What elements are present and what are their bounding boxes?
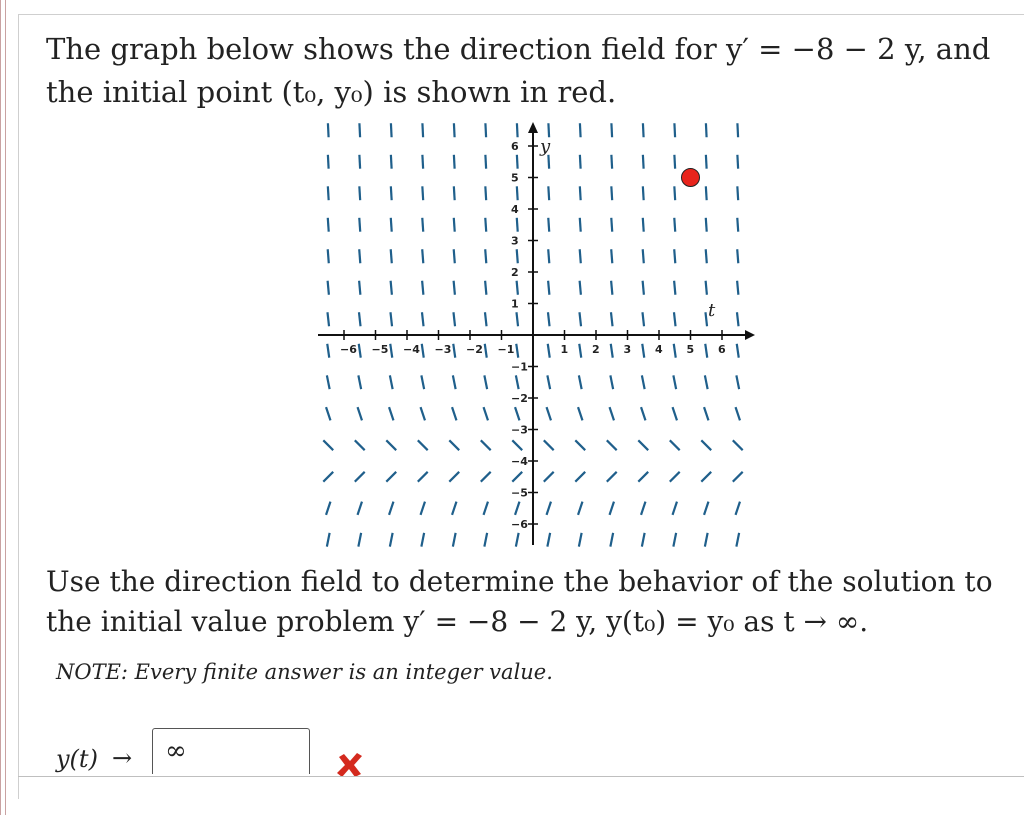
y-tick-label: 2: [511, 266, 519, 279]
field-segment: [579, 344, 581, 358]
field-segment: [737, 123, 738, 137]
field-segment: [674, 155, 675, 169]
field-segment: [421, 502, 425, 515]
field-segment: [391, 281, 392, 295]
field-segment: [517, 123, 518, 137]
field-segment: [516, 344, 518, 358]
field-segment: [391, 218, 392, 232]
field-segment: [484, 533, 487, 547]
field-segment: [359, 312, 361, 326]
field-segment: [670, 472, 680, 482]
field-segment: [390, 344, 392, 358]
field-segment: [516, 375, 519, 389]
t-tick-label: −4: [403, 343, 420, 356]
field-segment: [391, 249, 392, 263]
field-segment: [674, 218, 675, 232]
field-segment: [485, 281, 486, 295]
field-segment: [449, 472, 459, 482]
field-segment: [517, 218, 518, 232]
field-segment: [481, 472, 491, 482]
field-segment: [515, 407, 519, 420]
field-segment: [673, 407, 677, 420]
field-segment: [517, 155, 518, 169]
field-segment: [643, 186, 644, 200]
field-segment: [422, 186, 423, 200]
field-segment: [611, 281, 612, 295]
field-segment: [359, 186, 360, 200]
t-tick-label: −1: [497, 343, 515, 356]
field-segment: [422, 218, 423, 232]
field-segment: [449, 440, 459, 450]
field-segment: [328, 155, 329, 169]
field-segment: [359, 344, 361, 358]
field-segment: [358, 502, 362, 515]
y-tick-label: −3: [511, 423, 528, 437]
field-segment: [422, 344, 424, 358]
field-segment: [674, 249, 675, 263]
field-segment: [547, 502, 551, 515]
field-segment: [705, 375, 708, 389]
y-axis-label: y: [540, 136, 551, 157]
field-segment: [607, 472, 617, 482]
field-segment: [454, 123, 455, 137]
field-segment: [484, 375, 487, 389]
field-segment: [641, 502, 645, 515]
field-segment: [418, 472, 428, 482]
field-segment: [548, 344, 550, 358]
field-segment: [737, 312, 739, 326]
field-segment: [355, 472, 365, 482]
field-segment: [701, 440, 711, 450]
field-segment: [674, 123, 675, 137]
y-tick-label: −6: [511, 518, 528, 531]
t-tick-label: 3: [623, 343, 632, 356]
field-segment: [578, 502, 582, 515]
field-segment: [706, 123, 707, 137]
field-segment: [485, 312, 487, 326]
field-segment: [328, 218, 329, 232]
field-segment: [548, 281, 549, 295]
left-border: [0, 0, 6, 815]
field-segment: [673, 502, 677, 515]
t-tick-label: 6: [718, 343, 726, 356]
field-segment: [390, 375, 393, 389]
field-segment: [389, 407, 393, 420]
field-segment: [642, 344, 644, 358]
field-segment: [638, 472, 648, 482]
y-tick-label: 3: [511, 234, 519, 248]
field-segment: [579, 533, 582, 547]
field-segment: [737, 281, 738, 295]
field-segment: [580, 123, 581, 137]
field-segment: [327, 344, 329, 358]
field-segment: [328, 281, 329, 295]
field-segment: [643, 218, 644, 232]
field-segment: [454, 281, 455, 295]
field-segment: [580, 249, 581, 263]
field-segment: [391, 123, 392, 137]
y-tick-label: 1: [511, 297, 519, 311]
t-tick-label: −3: [434, 343, 452, 356]
field-segment: [737, 249, 738, 263]
field-segment: [422, 155, 423, 169]
field-segment: [547, 375, 550, 389]
field-segment: [674, 312, 676, 326]
field-segment: [485, 344, 487, 358]
field-segment: [453, 344, 455, 358]
y-tick-label: −5: [511, 486, 528, 500]
field-segment: [454, 155, 455, 169]
field-segment: [512, 472, 522, 482]
field-segment: [485, 155, 486, 169]
field-segment: [512, 440, 522, 450]
field-segment: [359, 123, 360, 137]
field-segment: [358, 375, 361, 389]
field-segment: [737, 186, 738, 200]
field-segment: [610, 533, 613, 547]
field-segment: [611, 344, 613, 358]
field-segment: [323, 440, 333, 450]
field-segment: [484, 502, 488, 515]
field-segment: [421, 375, 424, 389]
field-segment: [548, 249, 549, 263]
field-segment: [327, 375, 330, 389]
field-segment: [517, 281, 518, 295]
field-segment: [706, 249, 707, 263]
field-segment: [421, 407, 425, 420]
field-segment: [575, 440, 585, 450]
field-segment: [579, 312, 581, 326]
y-tick-label: −2: [511, 392, 528, 405]
field-segment: [422, 249, 423, 263]
field-segment: [391, 155, 392, 169]
note-text: NOTE: Every finite answer is an integer value.: [56, 660, 553, 684]
t-tick-label: 1: [560, 343, 569, 356]
y-tick-label: 5: [511, 171, 519, 185]
field-segment: [547, 533, 550, 547]
answer-label: y(t): [56, 745, 98, 773]
y-tick-label: −1: [511, 360, 528, 374]
field-segment: [579, 375, 582, 389]
field-segment: [548, 186, 549, 200]
field-segment: [515, 502, 519, 515]
answer-input[interactable]: ∞: [152, 728, 310, 774]
field-segment: [359, 155, 360, 169]
field-segment: [580, 218, 581, 232]
field-segment: [705, 533, 708, 547]
field-segment: [643, 123, 644, 137]
field-segment: [390, 533, 393, 547]
field-segment: [674, 344, 676, 358]
field-segment: [454, 186, 455, 200]
field-segment: [733, 440, 743, 450]
field-segment: [705, 344, 707, 358]
field-segment: [390, 312, 392, 326]
field-segment: [359, 281, 360, 295]
field-segment: [327, 533, 330, 547]
field-segment: [359, 218, 360, 232]
field-segment: [705, 312, 707, 326]
t-tick-label: 4: [655, 343, 663, 356]
field-segment: [517, 186, 518, 200]
field-segment: [453, 533, 456, 547]
field-segment: [452, 502, 456, 515]
field-segment: [706, 218, 707, 232]
initial-point-marker: [682, 169, 700, 187]
field-segment: [580, 155, 581, 169]
field-segment: [422, 312, 424, 326]
field-segment: [736, 375, 739, 389]
field-segment: [328, 123, 329, 137]
field-segment: [422, 123, 423, 137]
field-segment: [706, 155, 707, 169]
field-segment: [516, 533, 519, 547]
field-segment: [323, 472, 333, 482]
question-intro: The graph below shows the direction field for y′ = −8 − 2 y, and the initial point (t₀, y₀) is shown in red.: [46, 32, 991, 109]
wrong-x-icon: [336, 752, 364, 778]
field-segment: [580, 186, 581, 200]
field-segment: [643, 155, 644, 169]
field-segment: [327, 312, 329, 326]
field-segment: [642, 312, 644, 326]
field-segment: [544, 472, 554, 482]
y-axis-arrow: [528, 122, 538, 133]
field-segment: [454, 249, 455, 263]
field-segment: [548, 312, 550, 326]
field-segment: [544, 440, 554, 450]
t-tick-label: −6: [340, 343, 357, 356]
field-segment: [578, 407, 582, 420]
field-segment: [575, 472, 585, 482]
field-segment: [611, 218, 612, 232]
field-segment: [326, 502, 330, 515]
field-segment: [355, 440, 365, 450]
field-segment: [607, 440, 617, 450]
field-segment: [611, 123, 612, 137]
field-segment: [517, 249, 518, 263]
field-segment: [481, 440, 491, 450]
bottom-divider: [18, 776, 1024, 777]
field-segment: [638, 440, 648, 450]
t-tick-label: 2: [592, 343, 600, 356]
field-segment: [704, 407, 708, 420]
field-segment: [485, 186, 486, 200]
field-segment: [670, 440, 680, 450]
field-segment: [453, 312, 455, 326]
field-segment: [418, 440, 428, 450]
field-segment: [386, 472, 396, 482]
t-tick-label: −5: [371, 343, 389, 356]
t-axis-label: t: [708, 300, 716, 321]
field-segment: [642, 375, 645, 389]
field-segment: [389, 502, 393, 515]
field-segment: [642, 533, 645, 547]
field-segment: [484, 407, 488, 420]
field-segment: [704, 502, 708, 515]
field-segment: [737, 155, 738, 169]
field-segment: [736, 502, 740, 515]
direction-field-graph: [300, 120, 760, 550]
field-segment: [737, 344, 739, 358]
field-segment: [485, 123, 486, 137]
field-segment: [733, 472, 743, 482]
field-segment: [610, 407, 614, 420]
field-segment: [580, 281, 581, 295]
y-tick-label: 4: [511, 203, 519, 216]
field-segment: [611, 186, 612, 200]
field-segment: [611, 312, 613, 326]
field-segment: [328, 186, 329, 200]
field-segment: [674, 281, 675, 295]
field-segment: [611, 155, 612, 169]
field-segment: [641, 407, 645, 420]
field-segment: [328, 249, 329, 263]
t-tick-label: −2: [466, 343, 483, 356]
answer-arrow: →: [112, 744, 133, 772]
field-segment: [422, 281, 423, 295]
field-segment: [547, 407, 551, 420]
field-segment: [611, 249, 612, 263]
field-segment: [421, 533, 424, 547]
field-segment: [674, 186, 675, 200]
question-prompt: Use the direction field to determine the behavior of the solution to the initial value problem y′ = −8 − 2 y, y(t₀) = y₀ as t → ∞.: [46, 565, 993, 638]
field-segment: [706, 186, 707, 200]
field-segment: [736, 407, 740, 420]
field-segment: [485, 218, 486, 232]
field-segment: [643, 249, 644, 263]
field-segment: [359, 249, 360, 263]
field-segment: [386, 440, 396, 450]
field-segment: [516, 312, 518, 326]
field-segment: [452, 407, 456, 420]
field-segment: [673, 375, 676, 389]
t-tick-label: 5: [686, 343, 695, 356]
field-segment: [454, 218, 455, 232]
field-segment: [548, 218, 549, 232]
field-segment: [358, 533, 361, 547]
field-segment: [485, 249, 486, 263]
field-segment: [610, 375, 613, 389]
field-segment: [358, 407, 362, 420]
field-segment: [610, 502, 614, 515]
field-segment: [701, 472, 711, 482]
field-segment: [643, 281, 644, 295]
field-segment: [453, 375, 456, 389]
y-tick-label: −4: [511, 455, 528, 468]
field-segment: [737, 218, 738, 232]
field-segment: [736, 533, 739, 547]
t-axis-arrow: [745, 330, 755, 340]
field-segment: [706, 281, 707, 295]
field-segment: [391, 186, 392, 200]
field-segment: [673, 533, 676, 547]
field-segment: [326, 407, 330, 420]
y-tick-label: 6: [511, 140, 519, 153]
